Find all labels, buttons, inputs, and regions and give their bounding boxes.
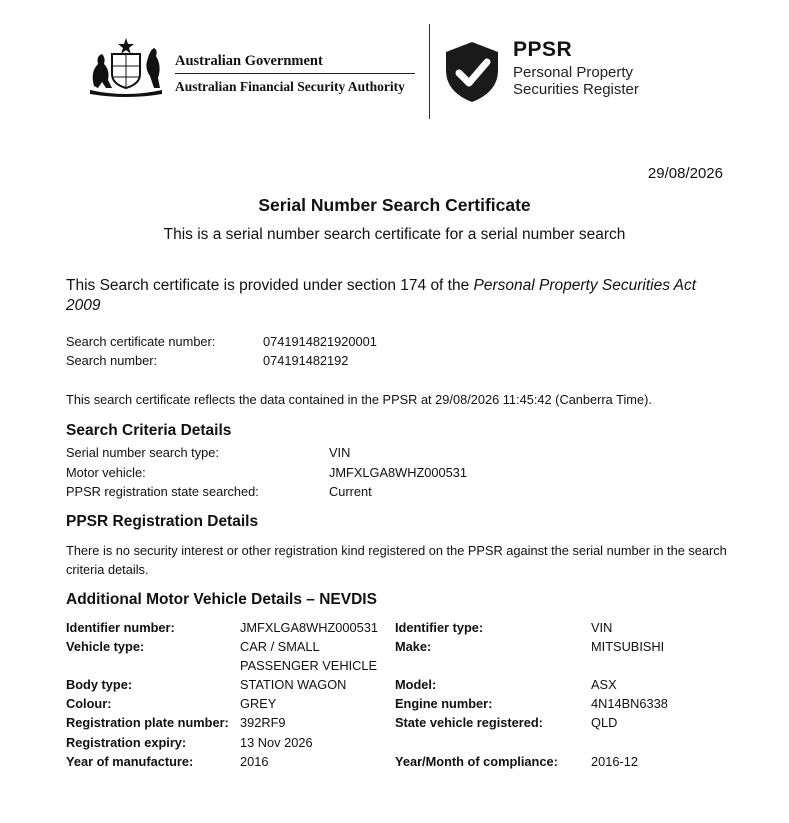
- nevdis-label-plate: Registration plate number:: [66, 715, 229, 730]
- nevdis-label-body-type: Body type:: [66, 677, 133, 692]
- nevdis-value-model: ASX: [591, 677, 617, 692]
- nevdis-label-identifier-number: Identifier number:: [66, 620, 175, 635]
- registration-heading: PPSR Registration Details: [66, 513, 259, 530]
- nevdis-label-state: State vehicle registered:: [395, 715, 543, 730]
- search-criteria-heading: Search Criteria Details: [66, 422, 232, 439]
- nevdis-label-identifier-type: Identifier type:: [395, 620, 484, 635]
- government-name: Australian Government: [175, 53, 323, 69]
- act-year: 2009: [66, 297, 101, 314]
- nevdis-value-identifier-type: VIN: [591, 620, 613, 635]
- criteria-label-type: Serial number search type:: [66, 445, 219, 460]
- nevdis-label-colour: Colour:: [66, 696, 112, 711]
- nevdis-value-expiry: 13 Nov 2026: [240, 735, 313, 750]
- certificate-subtitle: This is a serial number search certificate for a serial number search: [163, 226, 626, 243]
- nevdis-value-compliance: 2016-12: [591, 754, 638, 769]
- search-number-label: Search number:: [66, 353, 158, 368]
- criteria-value-state: Current: [329, 484, 372, 499]
- nevdis-value-body-type: STATION WAGON: [240, 677, 347, 692]
- nevdis-value-vehicle-type: CAR / SMALL: [240, 639, 320, 654]
- nevdis-label-engine: Engine number:: [395, 696, 493, 711]
- nevdis-label-vehicle-type: Vehicle type:: [66, 639, 145, 654]
- cert-number-value: 0741914821920001: [263, 334, 377, 349]
- ppsr-logo-title: PPSR: [513, 38, 573, 61]
- criteria-value-vehicle: JMFXLGA8WHZ000531: [329, 465, 467, 480]
- nevdis-label-year: Year of manufacture:: [66, 754, 194, 769]
- ppsr-logo-subtitle-1: Personal Property: [513, 64, 634, 81]
- certificate-date: 29/08/2026: [647, 165, 723, 182]
- nevdis-value-engine: 4N14BN6338: [591, 696, 668, 711]
- ppsr-shield-check-icon: [442, 40, 502, 104]
- registration-text: There is no security interest or other registration kind registered on the PPSR against the serial number in the search criteria details.: [66, 543, 727, 577]
- nevdis-value-identifier-number: JMFXLGA8WHZ000531: [240, 620, 378, 635]
- nevdis-heading: Additional Motor Vehicle Details – NEVDIS: [66, 591, 377, 608]
- nevdis-label-model: Model:: [395, 677, 437, 692]
- nevdis-value-year: 2016: [240, 754, 269, 769]
- criteria-value-type: VIN: [329, 445, 351, 460]
- nevdis-label-expiry: Registration expiry:: [66, 735, 187, 750]
- provided-under-statement: [66, 276, 736, 316]
- certificate-title: Serial Number Search Certificate: [258, 195, 531, 215]
- nevdis-value-plate: 392RF9: [240, 715, 286, 730]
- act-name: Personal Property Securities Act: [473, 277, 697, 294]
- criteria-label-vehicle: Motor vehicle:: [66, 465, 146, 480]
- header-rule: [175, 73, 415, 74]
- header-divider: [429, 24, 430, 119]
- criteria-label-state: PPSR registration state searched:: [66, 484, 259, 499]
- government-crest-logo: [84, 36, 168, 98]
- nevdis-value-make: MITSUBISHI: [591, 639, 665, 654]
- nevdis-value-state: QLD: [591, 715, 618, 730]
- search-number-value: 074191482192: [263, 353, 349, 368]
- nevdis-value-colour: GREY: [240, 696, 277, 711]
- nevdis-label-compliance: Year/Month of compliance:: [395, 754, 558, 769]
- ppsr-logo-subtitle-2: Securities Register: [513, 81, 639, 98]
- reflects-statement: This search certificate reflects the data contained in the PPSR at 29/08/2026 11:45:42 (Canberra Time).: [66, 392, 652, 407]
- nevdis-label-make: Make:: [395, 639, 432, 654]
- cert-number-label: Search certificate number:: [66, 334, 216, 349]
- provided-prefix: This Search certificate is provided under section 174 of the: [66, 277, 474, 294]
- nevdis-value-vehicle-type-line2: PASSENGER VEHICLE: [240, 658, 378, 673]
- agency-name: Australian Financial Security Authority: [175, 79, 405, 94]
